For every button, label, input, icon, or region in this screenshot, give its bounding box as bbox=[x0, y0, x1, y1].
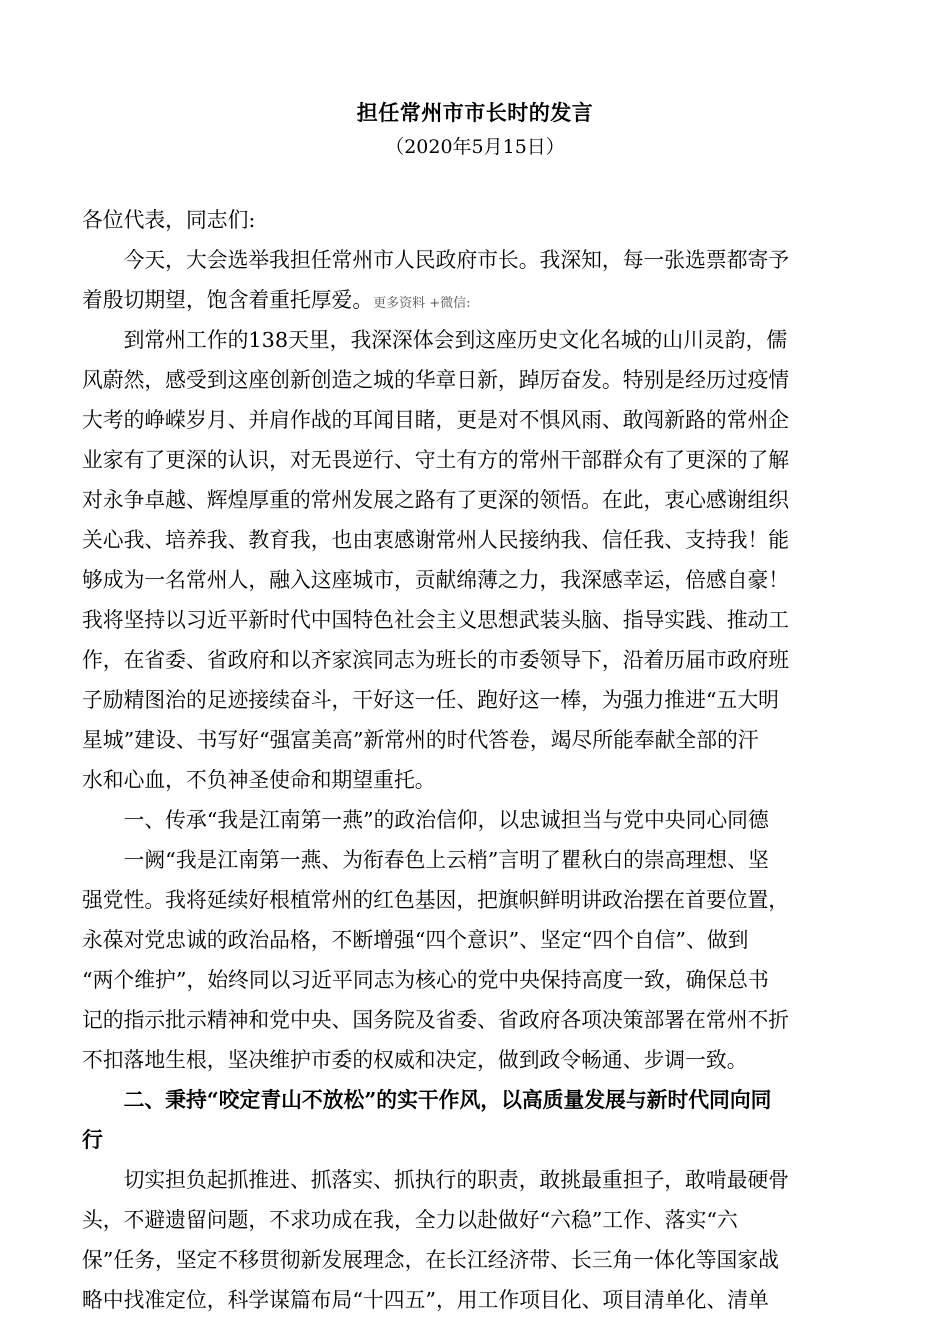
paragraph-line: 不扣落地生根，坚决维护市委的权威和决定，做到政令畅通、步调一致。 bbox=[82, 1048, 748, 1072]
paragraph-line: 我将坚持以习近平新时代中国特色社会主义思想武装头脑、指导实践、推动工 bbox=[82, 608, 790, 632]
paragraph-line: 到常州工作的138天里，我深深体会到这座历史文化名城的山川灵韵，儒 bbox=[82, 328, 788, 352]
paragraph-line: 保”任务，坚定不移贯彻新发展理念，在长江经济带、长三角一体化等国家战 bbox=[82, 1248, 779, 1272]
paragraph-line: 一阙“我是江南第一燕、为衔春色上云梢”言明了瞿秋白的崇高理想、坚 bbox=[82, 848, 769, 872]
paragraph-line: 头，不避遗留问题，不求功成在我，全力以赴做好“六稳”工作、落实“六 bbox=[82, 1208, 738, 1232]
paragraph-line: “两个维护”，始终同以习近平同志为核心的党中央保持高度一致，确保总书 bbox=[82, 968, 769, 992]
paragraph-line: 记的指示批示精神和党中央、国务院及省委、省政府各项决策部署在常州不折 bbox=[82, 1008, 790, 1032]
paragraph-line: 永葆对党忠诚的政治品格，不断增强“四个意识”、坚定“四个自信”、做到 bbox=[82, 928, 749, 952]
paragraph-line: 业家有了更深的认识，对无畏逆行、守土有方的常州干部群众有了更深的了解 bbox=[82, 448, 790, 472]
paragraph-line: 星城”建设、书写好“强富美高”新常州的时代答卷，竭尽所能奉献全部的汗 bbox=[82, 728, 759, 752]
paragraph-line: 关心我、培养我、教育我，也由衷感谢常州人民接纳我、信任我、支持我！能 bbox=[82, 528, 790, 552]
paragraph-line: 切实担负起抓推进、抓落实、抓执行的职责，敢挑最重担子，敢啃最硬骨 bbox=[82, 1168, 790, 1192]
paragraph-line: 今天，大会选举我担任常州市人民政府市长。我深知，每一张选票都寄予 bbox=[82, 248, 790, 272]
paragraph-line: 水和心血，不负神圣使命和期望重托。 bbox=[82, 768, 436, 792]
salutation: 各位代表，同志们: bbox=[82, 208, 256, 232]
paragraph-line: 子励精图治的足迹接续奋斗，干好这一任、跑好这一棒，为强力推进“五大明 bbox=[82, 688, 779, 712]
paragraph-line: 略中找准定位，科学谋篇布局“十四五”，用工作项目化、项目清单化、清单 bbox=[82, 1288, 769, 1312]
paragraph-line: 够成为一名常州人，融入这座城市，贡献绵薄之力，我深感幸运，倍感自豪！ bbox=[82, 568, 790, 592]
paragraph-line: 大考的峥嵘岁月、并肩作战的耳闻目睹，更是对不惧风雨、敢闯新路的常州企 bbox=[82, 408, 790, 432]
section-heading-2-continued: 行 bbox=[82, 1127, 103, 1152]
paragraph-line: 对永争卓越、辉煌厚重的常州发展之路有了更深的领悟。在此，衷心感谢组织 bbox=[82, 488, 790, 512]
section-heading-2: 二、秉持“咬定青山不放松”的实干作风，以高质量发展与新时代同向同 bbox=[82, 1087, 772, 1112]
paragraph-line: 强党性。我将延续好根植常州的红色基因，把旗帜鲜明讲政治摆在首要位置， bbox=[82, 888, 790, 912]
paragraph-line: 风蔚然，感受到这座创新创造之城的华章日新，踔厉奋发。特别是经历过疫情 bbox=[82, 368, 790, 392]
paragraph-line: 着殷切期望，饱含着重托厚爱。更多资料 +微信: bbox=[82, 288, 471, 312]
document-title: 担任常州市市长时的发言 bbox=[356, 100, 594, 125]
section-heading-1: 一、传承“我是江南第一燕”的政治信仰，以忠诚担当与党中央同心同德 bbox=[82, 808, 769, 832]
paragraph-line: 作，在省委、省政府和以齐家滨同志为班长的市委领导下，沿着历届市政府班 bbox=[82, 648, 790, 672]
watermark-note: 更多资料 +微信: bbox=[373, 296, 471, 311]
document-date: （2020年5月15日） bbox=[385, 136, 565, 158]
